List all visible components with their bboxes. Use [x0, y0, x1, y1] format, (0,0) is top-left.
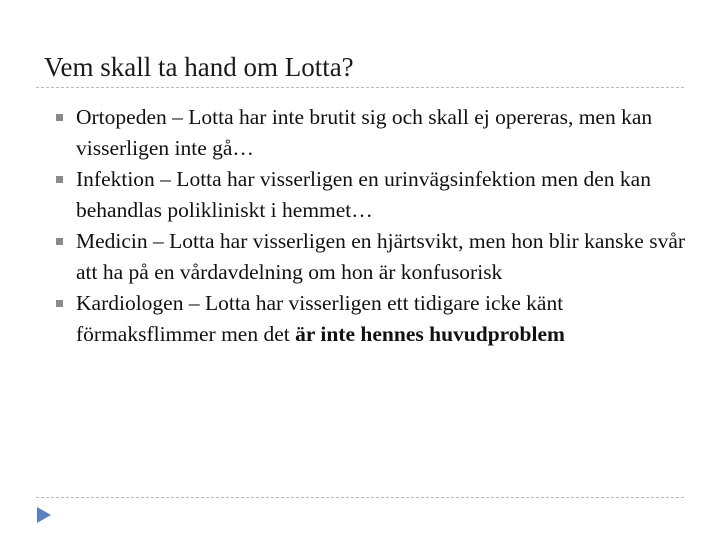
square-bullet-icon	[56, 114, 63, 121]
bullet-list	[56, 102, 692, 350]
slide-title: Vem skall ta hand om Lotta?	[44, 52, 354, 82]
bullet-item	[56, 102, 692, 164]
title-divider	[36, 87, 684, 88]
bullet-item	[56, 226, 692, 288]
bullet-text: Ortopeden – Lotta har inte brutit sig och skall ej opereras, men kan visserligen inte gå…	[76, 105, 653, 160]
bullet-item	[56, 164, 692, 226]
bullet-text: Infektion – Lotta har visserligen en urinvägsinfektion men den kan behandlas polikliniskt i hemmet…	[76, 167, 651, 222]
footer-divider	[36, 497, 684, 498]
bullet-item	[56, 288, 692, 350]
bullet-emphasis: är inte hennes huvudproblem	[295, 322, 565, 346]
play-arrow-icon[interactable]	[34, 505, 54, 525]
square-bullet-icon	[56, 176, 63, 183]
bullet-text: Medicin – Lotta har visserligen en hjärtsvikt, men hon blir kanske svår att ha på en vårdavdelning om hon är konfusorisk	[76, 229, 686, 284]
square-bullet-icon	[56, 300, 63, 307]
square-bullet-icon	[56, 238, 63, 245]
bullet-text: Kardiologen – Lotta har visserligen ett tidigare icke känt förmaksflimmer men det	[76, 291, 564, 346]
